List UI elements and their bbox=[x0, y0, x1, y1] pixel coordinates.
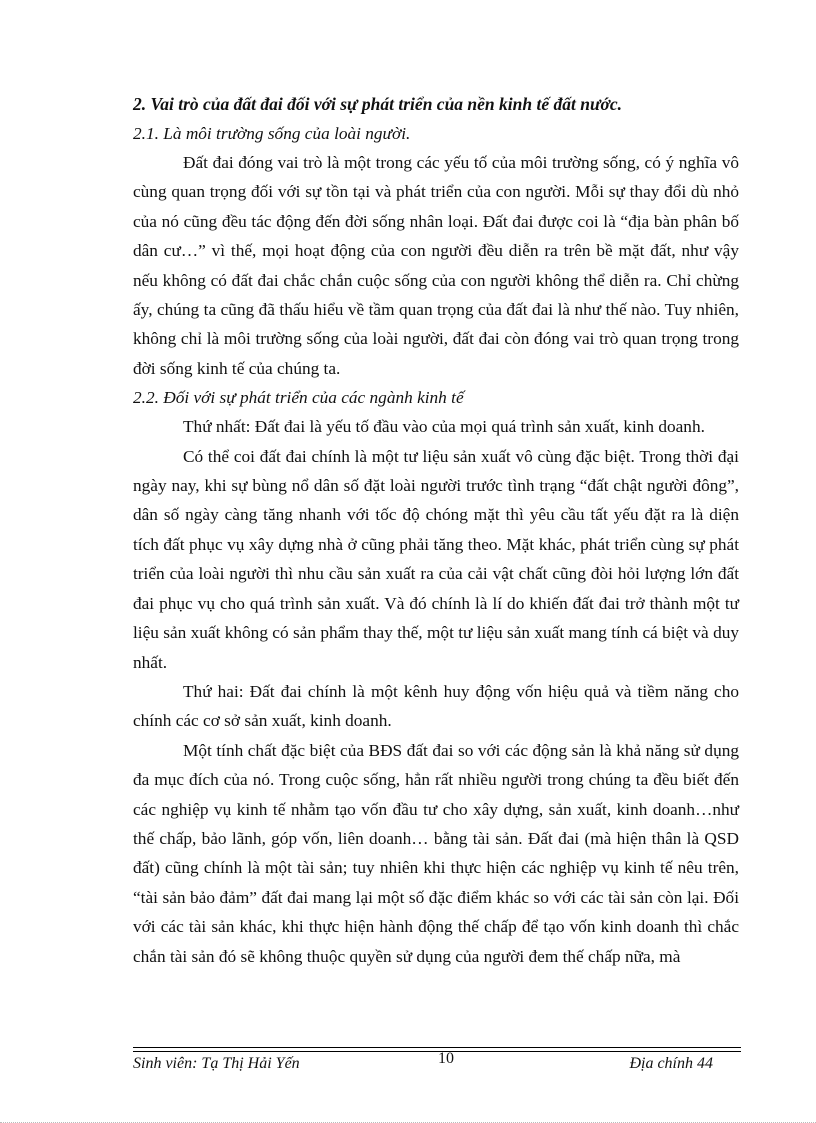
paragraph-4: Thứ hai: Đất đai chính là một kênh huy động vốn hiệu quả và tiềm năng cho chính các cơ sở sản xuất, kinh doanh. bbox=[133, 681, 739, 731]
footer-class-name: Địa chính 44 bbox=[629, 1055, 713, 1072]
page-number: 10 bbox=[438, 1050, 454, 1067]
paragraph-2: Thứ nhất: Đất đai là yếu tố đầu vào của mọi quá trình sản xuất, kinh doanh. bbox=[183, 417, 705, 437]
subsection-title-2: 2.2. Đối với sự phát triển của các ngành kinh tế bbox=[133, 388, 464, 408]
section-title: 2. Vai trò của đất đai đối với sự phát triển của nền kinh tế đất nước. bbox=[133, 94, 622, 114]
paragraph-3: Có thể coi đất đai chính là một tư liệu sản xuất vô cùng đặc biệt. Trong thời đại ngày nay, khi sự bùng nổ dân số đặt loài người trước tình trạng “đất chật người đông”, dân số ngày càng tăng nhanh với tốc độ chóng mặt thì yêu cầu tất yếu đặt ra là diện tích đất phục vụ xây dựng nhà ở cũng phải tăng theo. Mặt khác, phát triển cùng sự phát triển của loài người thì nhu cầu sản xuất ra của cải vật chất cũng đòi hỏi lượng lớn đất đai phục vụ cho quá trình sản xuất. Và đó chính là lí do khiến đất đai trở thành một tư liệu sản xuất không có sản phẩm thay thế, một tư liệu sản xuất mang tính cá biệt và duy nhất. bbox=[133, 446, 739, 672]
document-body bbox=[133, 90, 739, 971]
page-footer bbox=[133, 1050, 741, 1077]
subsection-title-1: 2.1. Là môi trường sống của loài người. bbox=[133, 124, 411, 143]
footer-student-name: Sinh viên: Tạ Thị Hải Yến bbox=[133, 1055, 300, 1072]
paragraph-1: Đất đai đóng vai trò là một trong các yếu tố của môi trường sống, có ý nghĩa vô cùng quan trọng đối với sự tồn tại và phát triển của con người. Mỗi sự thay đổi dù nhỏ của nó cũng đều tác động đến đời sống nhân loại. Đất đai được coi là “địa bàn phân bố dân cư…” vì thế, mọi hoạt động của con người đều diễn ra trên bề mặt đất, như vậy nếu không có đất đai chắc chắn cuộc sống của con người không thể diễn ra. Chỉ chừng ấy, chúng ta cũng đã thấu hiểu về tầm quan trọng của đất đai là như thế nào. Tuy nhiên, không chỉ là môi trường sống của loài người, đất đai còn đóng vai trò quan trọng trong đời sống kinh tế của chúng ta. bbox=[133, 153, 739, 378]
paragraph-5: Một tính chất đặc biệt của BĐS đất đai so với các động sản là khả năng sử dụng đa mục đích của nó. Trong cuộc sống, hẳn rất nhiều người trong chúng ta đều biết đến các nghiệp vụ kinh tế nhằm tạo vốn đầu tư cho xây dựng, sản xuất, kinh doanh…như thế chấp, bảo lãnh, góp vốn, liên doanh… bằng tài sản. Đất đai (mà hiện thân là QSD đất) cũng chính là một tài sản; tuy nhiên khi thực hiện các nghiệp vụ kinh tế nêu trên, “tài sản bảo đảm” đất đai mang lại một số đặc điểm khác so với các tài sản còn lại. Đối với các tài sản khác, khi thực hiện hành động thế chấp để tạo vốn kinh doanh thì chắc chắn tài sản đó sẽ không thuộc quyền sử dụng của người đem thế chấp nữa, mà bbox=[133, 740, 739, 966]
